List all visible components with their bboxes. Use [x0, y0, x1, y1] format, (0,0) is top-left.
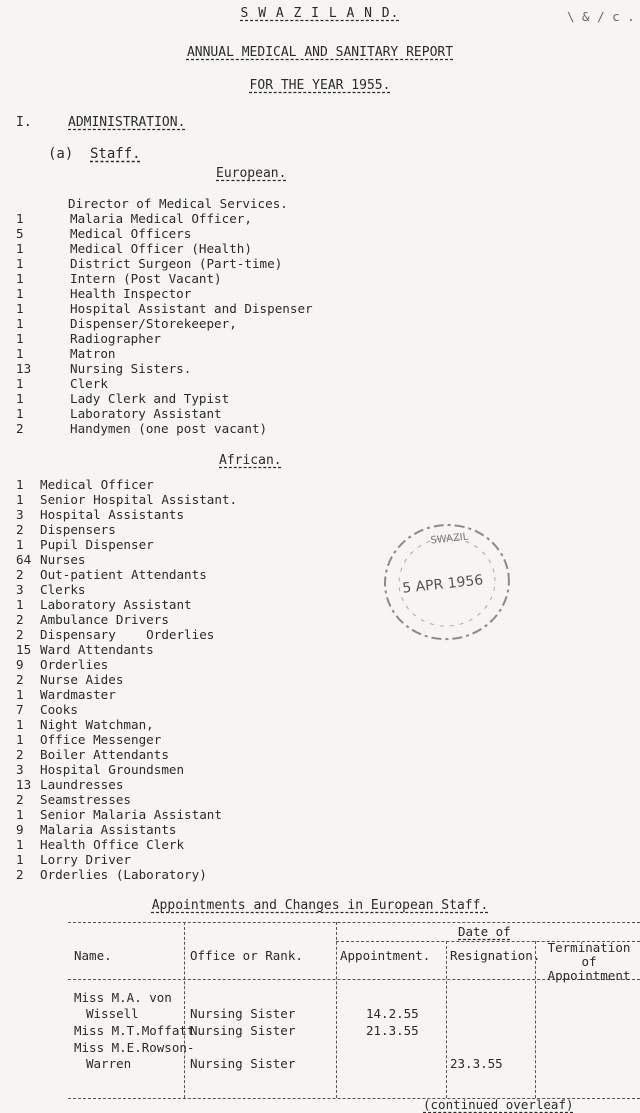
staff-entry — [16, 552, 237, 567]
resignation-date: 23.3.55 — [450, 1056, 503, 1071]
staff-count: 1 — [16, 271, 24, 286]
staff-role: Health Inspector — [70, 286, 192, 301]
staff-role: Orderlies — [40, 657, 109, 672]
staff-role: Nurses — [40, 552, 86, 567]
column-divider-2 — [336, 922, 337, 1098]
staff-count: 2 — [16, 522, 24, 537]
continued-note — [423, 1097, 574, 1112]
staff-count: 1 — [16, 331, 24, 346]
staff-count: 1 — [16, 376, 24, 391]
staff-entry — [16, 867, 237, 882]
staff-role: Laboratory Assistant — [70, 406, 222, 421]
staff-entry — [16, 286, 313, 301]
subsection-title-text: Staff. — [90, 146, 141, 162]
staff-count: 2 — [16, 672, 24, 687]
staff-entry — [16, 582, 237, 597]
staff-role: Nursing Sisters. — [70, 361, 192, 376]
staff-entry — [16, 702, 237, 717]
staff-role: Hospital Assistant and Dispenser — [70, 301, 313, 316]
staff-entry — [16, 376, 313, 391]
staff-entry — [16, 822, 237, 837]
staff-entry — [16, 196, 313, 211]
staff-role: Director of Medical Services. — [68, 196, 288, 211]
staff-role: Night Watchman, — [40, 717, 154, 732]
column-divider-4 — [535, 941, 536, 1098]
staff-count: 2 — [16, 612, 24, 627]
staff-count: 15 — [16, 642, 32, 657]
staff-count: 3 — [16, 582, 24, 597]
staff-count: 1 — [16, 687, 24, 702]
appointment-date: 21.3.55 — [366, 1023, 419, 1038]
african-heading — [219, 453, 282, 468]
appointments-heading — [0, 898, 640, 913]
col-header-appointment: Appointment. — [340, 948, 431, 963]
column-divider-1 — [184, 922, 185, 1098]
staff-entry — [16, 792, 237, 807]
staff-entry — [16, 807, 237, 822]
date-of-text: Date of — [458, 924, 511, 939]
staff-count: 1 — [16, 807, 24, 822]
staff-count: 1 — [16, 477, 24, 492]
staff-count: 1 — [16, 316, 24, 331]
staff-role: Medical Officers — [70, 226, 192, 241]
african-heading-text: African. — [219, 453, 282, 468]
appointee-name-continued: Warren — [86, 1056, 132, 1071]
staff-entry — [16, 657, 237, 672]
report-title — [0, 45, 640, 60]
appointments-heading-text: Appointments and Changes in European Staff. — [151, 898, 489, 913]
staff-role: Hospital Assistants — [40, 507, 185, 522]
staff-role: Lady Clerk and Typist — [70, 391, 230, 406]
staff-role: Dispensers — [40, 522, 116, 537]
staff-entry — [16, 226, 313, 241]
col-header-termination — [538, 941, 640, 983]
staff-role: Radiographer — [70, 331, 161, 346]
continued-note-text: (continued overleaf) — [423, 1097, 574, 1112]
appointments-table — [68, 922, 640, 1112]
stamp-top-text: SWAZIL — [429, 531, 469, 547]
staff-entry — [16, 211, 313, 226]
staff-role: Orderlies (Laboratory) — [40, 867, 207, 882]
termination-line-2: of — [581, 954, 597, 969]
staff-count — [16, 196, 68, 211]
european-heading-text: European. — [216, 166, 287, 181]
appointee-name: Miss M.T.Moffatt — [74, 1023, 195, 1038]
staff-count: 2 — [16, 792, 24, 807]
staff-role: Health Office Clerk — [40, 837, 185, 852]
staff-entry — [16, 522, 237, 537]
staff-count: 3 — [16, 762, 24, 777]
staff-role: Pupil Dispenser — [40, 537, 154, 552]
appointee-name: Miss M.E.Rowson- — [74, 1040, 195, 1055]
appointee-office: Nursing Sister — [190, 1056, 296, 1071]
staff-role: Hospital Groundsmen — [40, 762, 185, 777]
staff-entry — [16, 597, 237, 612]
col-header-office: Office or Rank. — [190, 948, 303, 963]
staff-entry — [16, 717, 237, 732]
termination-line-1: Termination — [547, 940, 631, 955]
staff-count: 1 — [16, 406, 24, 421]
staff-count: 5 — [16, 226, 24, 241]
staff-role: Senior Hospital Assistant. — [40, 492, 238, 507]
staff-role: Boiler Attendants — [40, 747, 169, 762]
staff-count: 1 — [16, 211, 24, 226]
staff-entry — [16, 421, 313, 436]
col-header-name: Name. — [74, 948, 112, 963]
staff-count: 2 — [16, 627, 24, 642]
staff-count: 1 — [16, 717, 24, 732]
staff-count: 2 — [16, 421, 24, 436]
staff-entry — [16, 301, 313, 316]
staff-count: 3 — [16, 507, 24, 522]
report-year — [0, 78, 640, 93]
staff-entry — [16, 346, 313, 361]
staff-count: 1 — [16, 301, 24, 316]
stamp-date: 5 APR 1956 — [401, 572, 484, 597]
appointee-name-continued: Wissell — [86, 1006, 139, 1021]
staff-role: District Surgeon (Part-time) — [70, 256, 283, 271]
staff-entry — [16, 537, 237, 552]
staff-entry — [16, 507, 237, 522]
staff-count: 2 — [16, 747, 24, 762]
appointment-date: 14.2.55 — [366, 1006, 419, 1021]
staff-count: 2 — [16, 867, 24, 882]
report-title-text: ANNUAL MEDICAL AND SANITARY REPORT — [186, 45, 454, 60]
staff-role: Wardmaster — [40, 687, 116, 702]
staff-entry — [16, 747, 237, 762]
section-title-text: ADMINISTRATION. — [68, 115, 186, 130]
staff-entry — [16, 642, 237, 657]
staff-role: Seamstresses — [40, 792, 131, 807]
staff-entry — [16, 762, 237, 777]
staff-role: Matron — [70, 346, 116, 361]
staff-count: 1 — [16, 391, 24, 406]
corner-mark: \ & / c . — [567, 9, 635, 24]
staff-entry — [16, 627, 237, 642]
appointee-name: Miss M.A. von — [74, 990, 172, 1005]
col-header-date-of — [458, 924, 511, 939]
staff-role: Medical Officer (Health) — [70, 241, 252, 256]
col-header-resignation: Resignation. — [450, 948, 541, 963]
section-number: I. — [16, 115, 32, 130]
staff-role: Senior Malaria Assistant — [40, 807, 222, 822]
staff-count: 2 — [16, 567, 24, 582]
appointee-office: Nursing Sister — [190, 1006, 296, 1021]
staff-count: 1 — [16, 492, 24, 507]
stamp-graphic — [374, 513, 521, 651]
staff-entry — [16, 837, 237, 852]
staff-role: Out-patient Attendants — [40, 567, 207, 582]
staff-role: Medical Officer — [40, 477, 154, 492]
staff-entry — [16, 361, 313, 376]
staff-entry — [16, 331, 313, 346]
staff-entry — [16, 732, 237, 747]
staff-entry — [16, 316, 313, 331]
staff-role: Intern (Post Vacant) — [70, 271, 222, 286]
staff-role: Dispenser/Storekeeper, — [70, 316, 237, 331]
staff-role: Clerk — [70, 376, 108, 391]
table-top-rule — [68, 922, 640, 923]
staff-role: Laundresses — [40, 777, 124, 792]
staff-count: 1 — [16, 852, 24, 867]
staff-count: 1 — [16, 346, 24, 361]
country-text: S W A Z I L A N D. — [240, 6, 400, 21]
termination-line-3: Appointment — [547, 968, 631, 983]
received-date-stamp — [374, 513, 521, 651]
african-staff-list — [16, 477, 237, 882]
staff-role: Clerks — [40, 582, 86, 597]
staff-count: 1 — [16, 256, 24, 271]
staff-entry — [16, 256, 313, 271]
staff-entry — [16, 612, 237, 627]
staff-entry — [16, 672, 237, 687]
staff-count: 9 — [16, 822, 24, 837]
staff-entry — [16, 391, 313, 406]
staff-role: Malaria Assistants — [40, 822, 177, 837]
european-staff-list — [16, 196, 313, 436]
staff-role: Malaria Medical Officer, — [70, 211, 252, 226]
staff-role: Nurse Aides — [40, 672, 124, 687]
staff-role: Ward Attendants — [40, 642, 154, 657]
section-title — [68, 115, 185, 130]
staff-entry — [16, 777, 237, 792]
column-divider-3 — [446, 941, 447, 1098]
staff-entry — [16, 241, 313, 256]
country-heading — [0, 6, 640, 21]
report-year-text: FOR THE YEAR 1955. — [249, 78, 391, 93]
staff-count: 1 — [16, 732, 24, 747]
staff-count: 13 — [16, 777, 32, 792]
staff-entry — [16, 852, 237, 867]
staff-count: 13 — [16, 361, 32, 376]
staff-count: 7 — [16, 702, 24, 717]
staff-count: 64 — [16, 552, 32, 567]
subsection-title — [90, 146, 141, 162]
staff-entry — [16, 687, 237, 702]
staff-role: Ambulance Drivers — [40, 612, 169, 627]
staff-entry — [16, 406, 313, 421]
staff-role: Dispensary Orderlies — [40, 627, 215, 642]
staff-entry — [16, 492, 237, 507]
european-heading — [216, 166, 286, 181]
staff-count: 9 — [16, 657, 24, 672]
staff-count: 1 — [16, 286, 24, 301]
staff-entry — [16, 567, 237, 582]
staff-count: 1 — [16, 241, 24, 256]
staff-role: Handymen (one post vacant) — [70, 421, 268, 436]
staff-entry — [16, 271, 313, 286]
staff-count: 1 — [16, 537, 24, 552]
staff-count: 1 — [16, 837, 24, 852]
subsection-label: (a) — [48, 146, 74, 162]
staff-role: Office Messenger — [40, 732, 162, 747]
staff-role: Laboratory Assistant — [40, 597, 192, 612]
staff-role: Cooks — [40, 702, 78, 717]
staff-count: 1 — [16, 597, 24, 612]
staff-role: Lorry Driver — [40, 852, 131, 867]
staff-entry — [16, 477, 237, 492]
appointee-office: Nursing Sister — [190, 1023, 296, 1038]
